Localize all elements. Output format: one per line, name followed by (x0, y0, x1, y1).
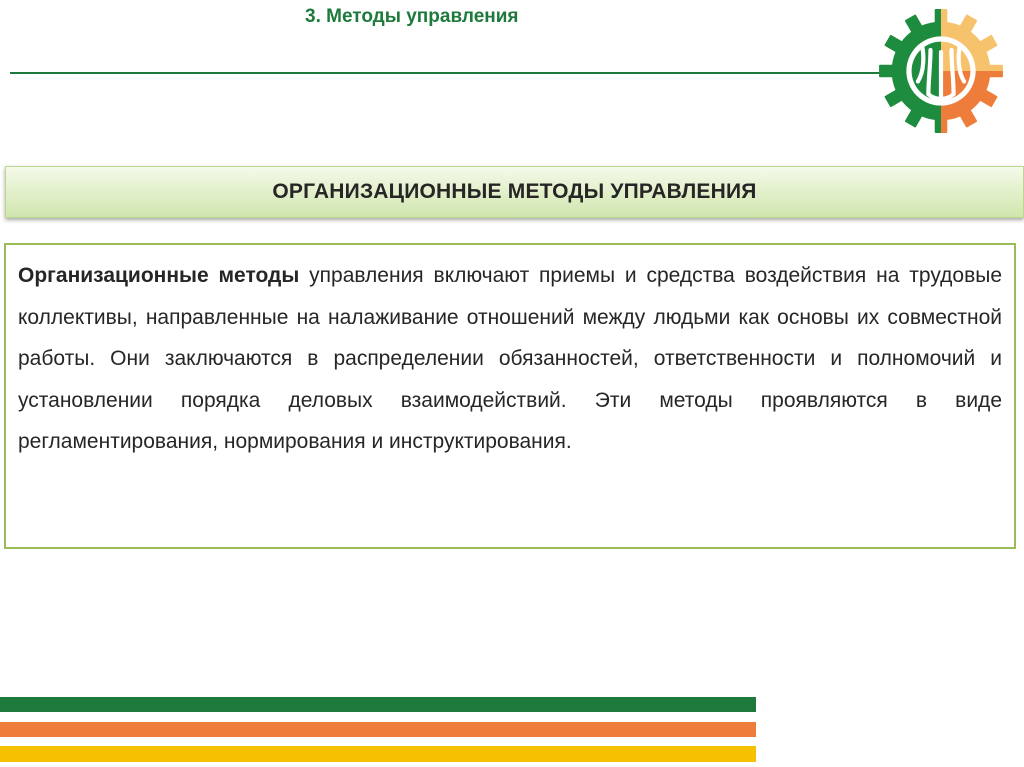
footer-stripe-orange (0, 722, 756, 737)
content-lead-term: Организационные методы (18, 264, 300, 287)
section-title: 3. Методы управления (305, 6, 519, 27)
slide-heading: ОРГАНИЗАЦИОННЫЕ МЕТОДЫ УПРАВЛЕНИЯ (272, 180, 757, 203)
content-paragraph (18, 255, 1002, 463)
gear-wheat-logo-icon (878, 8, 1004, 134)
heading-banner (5, 166, 1024, 218)
header-divider (10, 72, 898, 74)
footer-stripe-yellow (0, 746, 756, 762)
footer-stripe-green (0, 697, 756, 712)
content-box (4, 243, 1016, 549)
content-body-text: управления включают приемы и средства воздействия на трудовые коллективы, направленные на налаживание отношений между людьми как основы их совместной работы. Они заключаются в распределении обязанностей, ответственности и полномочий и установлении порядка деловых взаимодействий. Эти методы проявляются в виде регламентирования, нормирования и инструктирования. (18, 264, 1002, 453)
